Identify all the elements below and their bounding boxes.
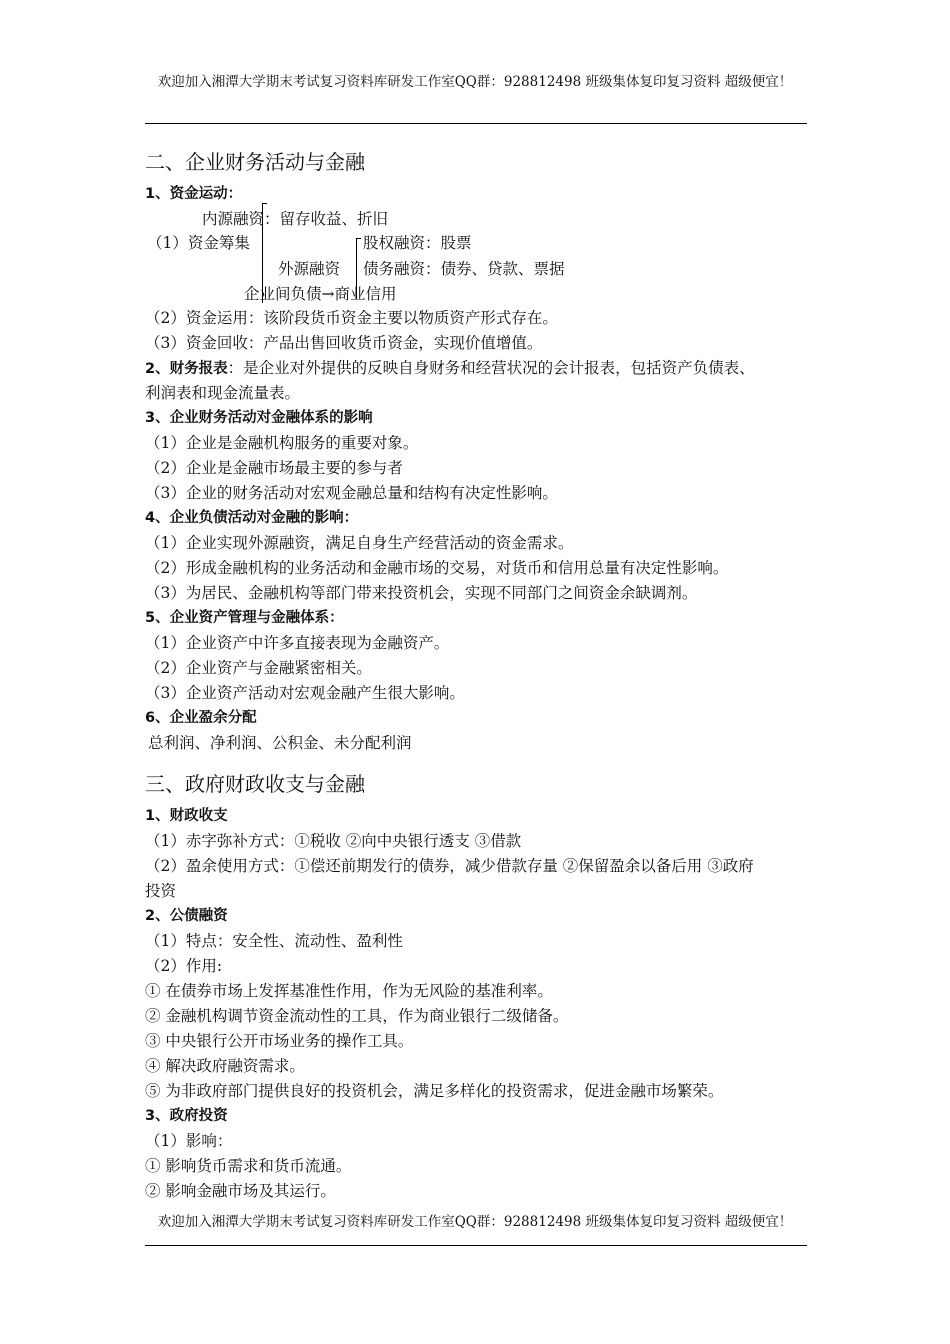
s2-1-p2: （2）资金运用：该阶段货币资金主要以物质资产形式存在。 (145, 309, 558, 327)
header-rule (145, 123, 807, 124)
external-financing: 外源融资 (278, 260, 341, 278)
s3-1-p2: （2）盈余使用方式：①偿还前期发行的债券，减少借款存量 ②保留盈余以备后用 ③政府 (145, 857, 754, 875)
list-item: （1）企业资产中许多直接表现为金融资产。 (145, 634, 450, 652)
debt-financing: 债务融资：债券、贷款、票据 (363, 260, 565, 278)
s2-6-title: 6、企业盈余分配 (145, 710, 257, 726)
list-item: （3）企业的财务活动对宏观金融总量和结构有决定性影响。 (145, 484, 558, 502)
s3-2-p2: （2）作用: (145, 957, 223, 975)
list-item: （2）企业是金融市场最主要的参与者 (145, 459, 403, 477)
s3-1-title: 1、财政收支 (145, 808, 228, 824)
equity-financing: 股权融资：股票 (363, 234, 472, 252)
list-item: （1）企业实现外源融资，满足自身生产经营活动的资金需求。 (145, 534, 574, 552)
s3-2-p1: （1）特点：安全性、流动性、盈利性 (145, 932, 403, 950)
inner-brace (356, 238, 361, 299)
list-item: ③ 中央银行公开市场业务的操作工具。 (145, 1032, 414, 1050)
s3-1-p2-cont: 投资 (145, 882, 177, 900)
s2-2-title: 2、财务报表 (145, 361, 228, 377)
list-item: ① 影响货币需求和货币流通。 (145, 1157, 352, 1175)
section-2-title: 二、企业财务活动与金融 (145, 150, 365, 174)
s3-3-p1: （1）影响： (145, 1132, 233, 1150)
s2-5-title: 5、企业资产管理与金融体系： (145, 610, 344, 626)
list-item: （2）形成金融机构的业务活动和金融市场的交易，对货币和信用总量有决定性影响。 (145, 559, 729, 577)
s2-1-title: 1、资金运动： (145, 186, 243, 202)
s2-3-title: 3、企业财务活动对金融体系的影响 (145, 410, 373, 426)
list-item: ⑤ 为非政府部门提供良好的投资机会，满足多样化的投资需求，促进金融市场繁荣。 (145, 1082, 724, 1100)
list-item: （1）企业是金融机构服务的重要对象。 (145, 434, 419, 452)
s2-2-cont: 利润表和现金流量表。 (145, 384, 301, 402)
funding-raise-label: （1）资金筹集 (147, 234, 250, 252)
list-item: （2）企业资产与金融紧密相关。 (145, 659, 372, 677)
list-item: ④ 解决政府融资需求。 (145, 1057, 305, 1075)
section-3-title: 三、政府财政收支与金融 (145, 772, 365, 796)
list-item: （3）为居民、金融机构等部门带来投资机会，实现不同部门之间资金余缺调剂。 (145, 584, 698, 602)
s2-6-text: 总利润、净利润、公积金、未分配利润 (148, 734, 412, 752)
s3-1-p1: （1）赤字弥补方式：①税收 ②向中央银行透支 ③借款 (145, 832, 522, 850)
page-footer: 欢迎加入湘潭大学期末考试复习资料库研发工作室QQ群：928812498 班级集体复印复习资料 超级便宜！ (157, 1214, 793, 1230)
s3-3-title: 3、政府投资 (145, 1108, 228, 1124)
s2-2-line: 2、财务报表：是企业对外提供的反映自身财务和经营状况的会计报表，包括资产负债表、 (145, 359, 755, 377)
list-item: ② 金融机构调节资金流动性的工具，作为商业银行二级储备。 (145, 1007, 569, 1025)
list-item: （3）企业资产活动对宏观金融产生很大影响。 (145, 684, 465, 702)
footer-rule (145, 1245, 807, 1246)
outer-brace (262, 203, 267, 303)
s2-4-title: 4、企业负债活动对金融的影响： (145, 510, 359, 526)
s3-2-title: 2、公债融资 (145, 908, 228, 924)
inter-company-debt: 企业间负债→商业信用 (244, 285, 397, 303)
list-item: ② 影响金融市场及其运行。 (145, 1182, 336, 1200)
internal-financing: 内源融资：留存收益、折旧 (202, 210, 389, 228)
list-item: ① 在债券市场上发挥基准性作用，作为无风险的基准利率。 (145, 982, 553, 1000)
page-header: 欢迎加入湘潭大学期末考试复习资料库研发工作室QQ群：928812498 班级集体复印复习资料 超级便宜！ (157, 74, 793, 90)
s2-1-p3: （3）资金回收：产品出售回收货币资金，实现价值增值。 (145, 334, 543, 352)
